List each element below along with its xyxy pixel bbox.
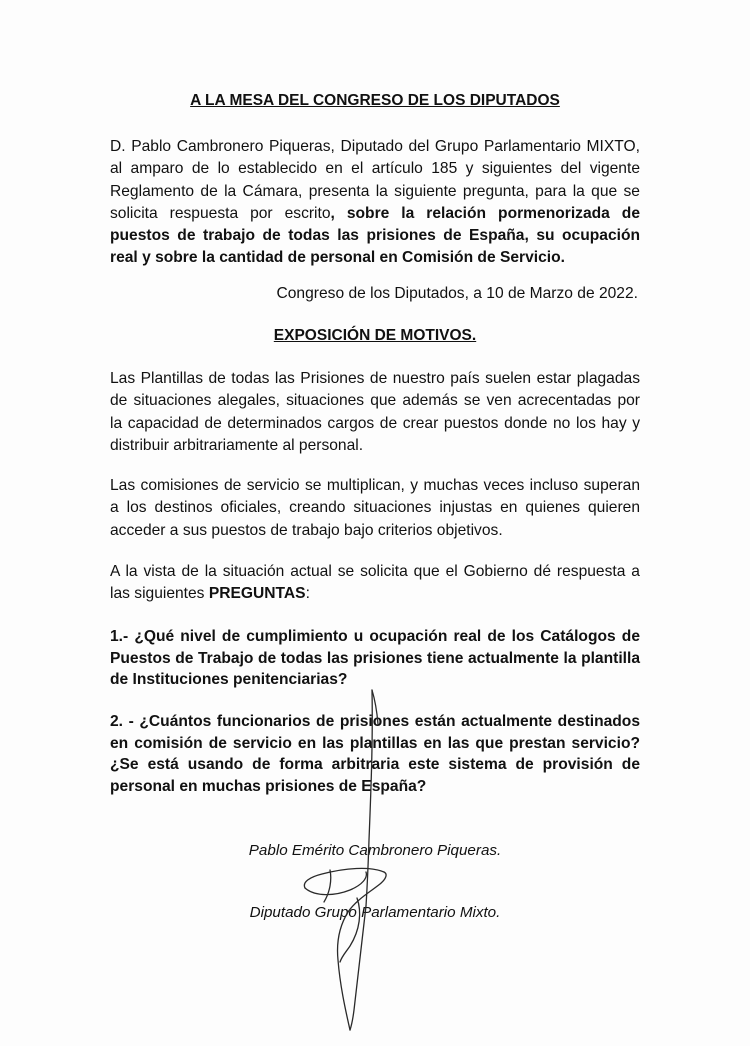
paragraph-3-text: A la vista de la situación actual se solicita que el Gobierno dé respuesta a las siguientes — [110, 563, 640, 603]
question-2: 2. - ¿Cuántos funcionarios de prisiones están actualmente destinados en comisión de servicio en las plantillas en las que prestan servicio? ¿Se está usando de forma arbitraria este sistema de provisión de personal en muchas prisiones de España? — [110, 713, 640, 795]
intro-bold-text: , sobre la relación pormenorizada de puestos de trabajo de todas las prisiones de España, su ocupación real y sobre la cantidad de personal en Comisión de Servicio. — [110, 204, 640, 267]
date-line: Congreso de los Diputados, a 10 de Marzo de 2022. — [276, 285, 638, 302]
intro-text: D. Pablo Cambronero Piqueras, Diputado del Grupo Parlamentario MIXTO, al amparo de lo establecido en el artículo 185 y siguientes del vigente Reglamento de la Cámara, presenta la siguiente pregunta, para la que se solicita respuesta por escrito — [110, 138, 640, 222]
intro-paragraph — [110, 136, 640, 270]
exposition-paragraph-1: Las Plantillas de todas las Prisiones de nuestro país suelen estar plagadas de situaciones alegales, situaciones que además se ven acrecentadas por la capacidad de determinados cargos de crear puestos donde no los hay y distribuir arbitrariamente al personal. — [110, 370, 640, 454]
exposition-paragraph-2: Las comisiones de servicio se multiplican, y muchas veces incluso superan a los destinos oficiales, creando situaciones injustas en quienes quieren acceder a sus puestos de trabajo bajo criterios objetivos. — [110, 477, 640, 539]
signatory-name: Pablo Emérito Cambronero Piqueras. — [248, 842, 502, 859]
question-1: 1.- ¿Qué nivel de cumplimiento u ocupación real de los Catálogos de Puestos de Trabajo de todas las prisiones tiene actualmente la plantilla de Instituciones penitenciarias? — [110, 628, 640, 689]
document-heading: A LA MESA DEL CONGRESO DE LOS DIPUTADOS — [190, 92, 560, 109]
exposition-paragraph-3 — [110, 561, 640, 606]
signatory-role: Diputado Grupo Parlamentario Mixto. — [249, 904, 501, 921]
paragraph-3-end: : — [305, 585, 310, 603]
paragraph-3-bold: PREGUNTAS — [208, 585, 306, 603]
exposition-heading: EXPOSICIÓN DE MOTIVOS. — [273, 327, 477, 344]
